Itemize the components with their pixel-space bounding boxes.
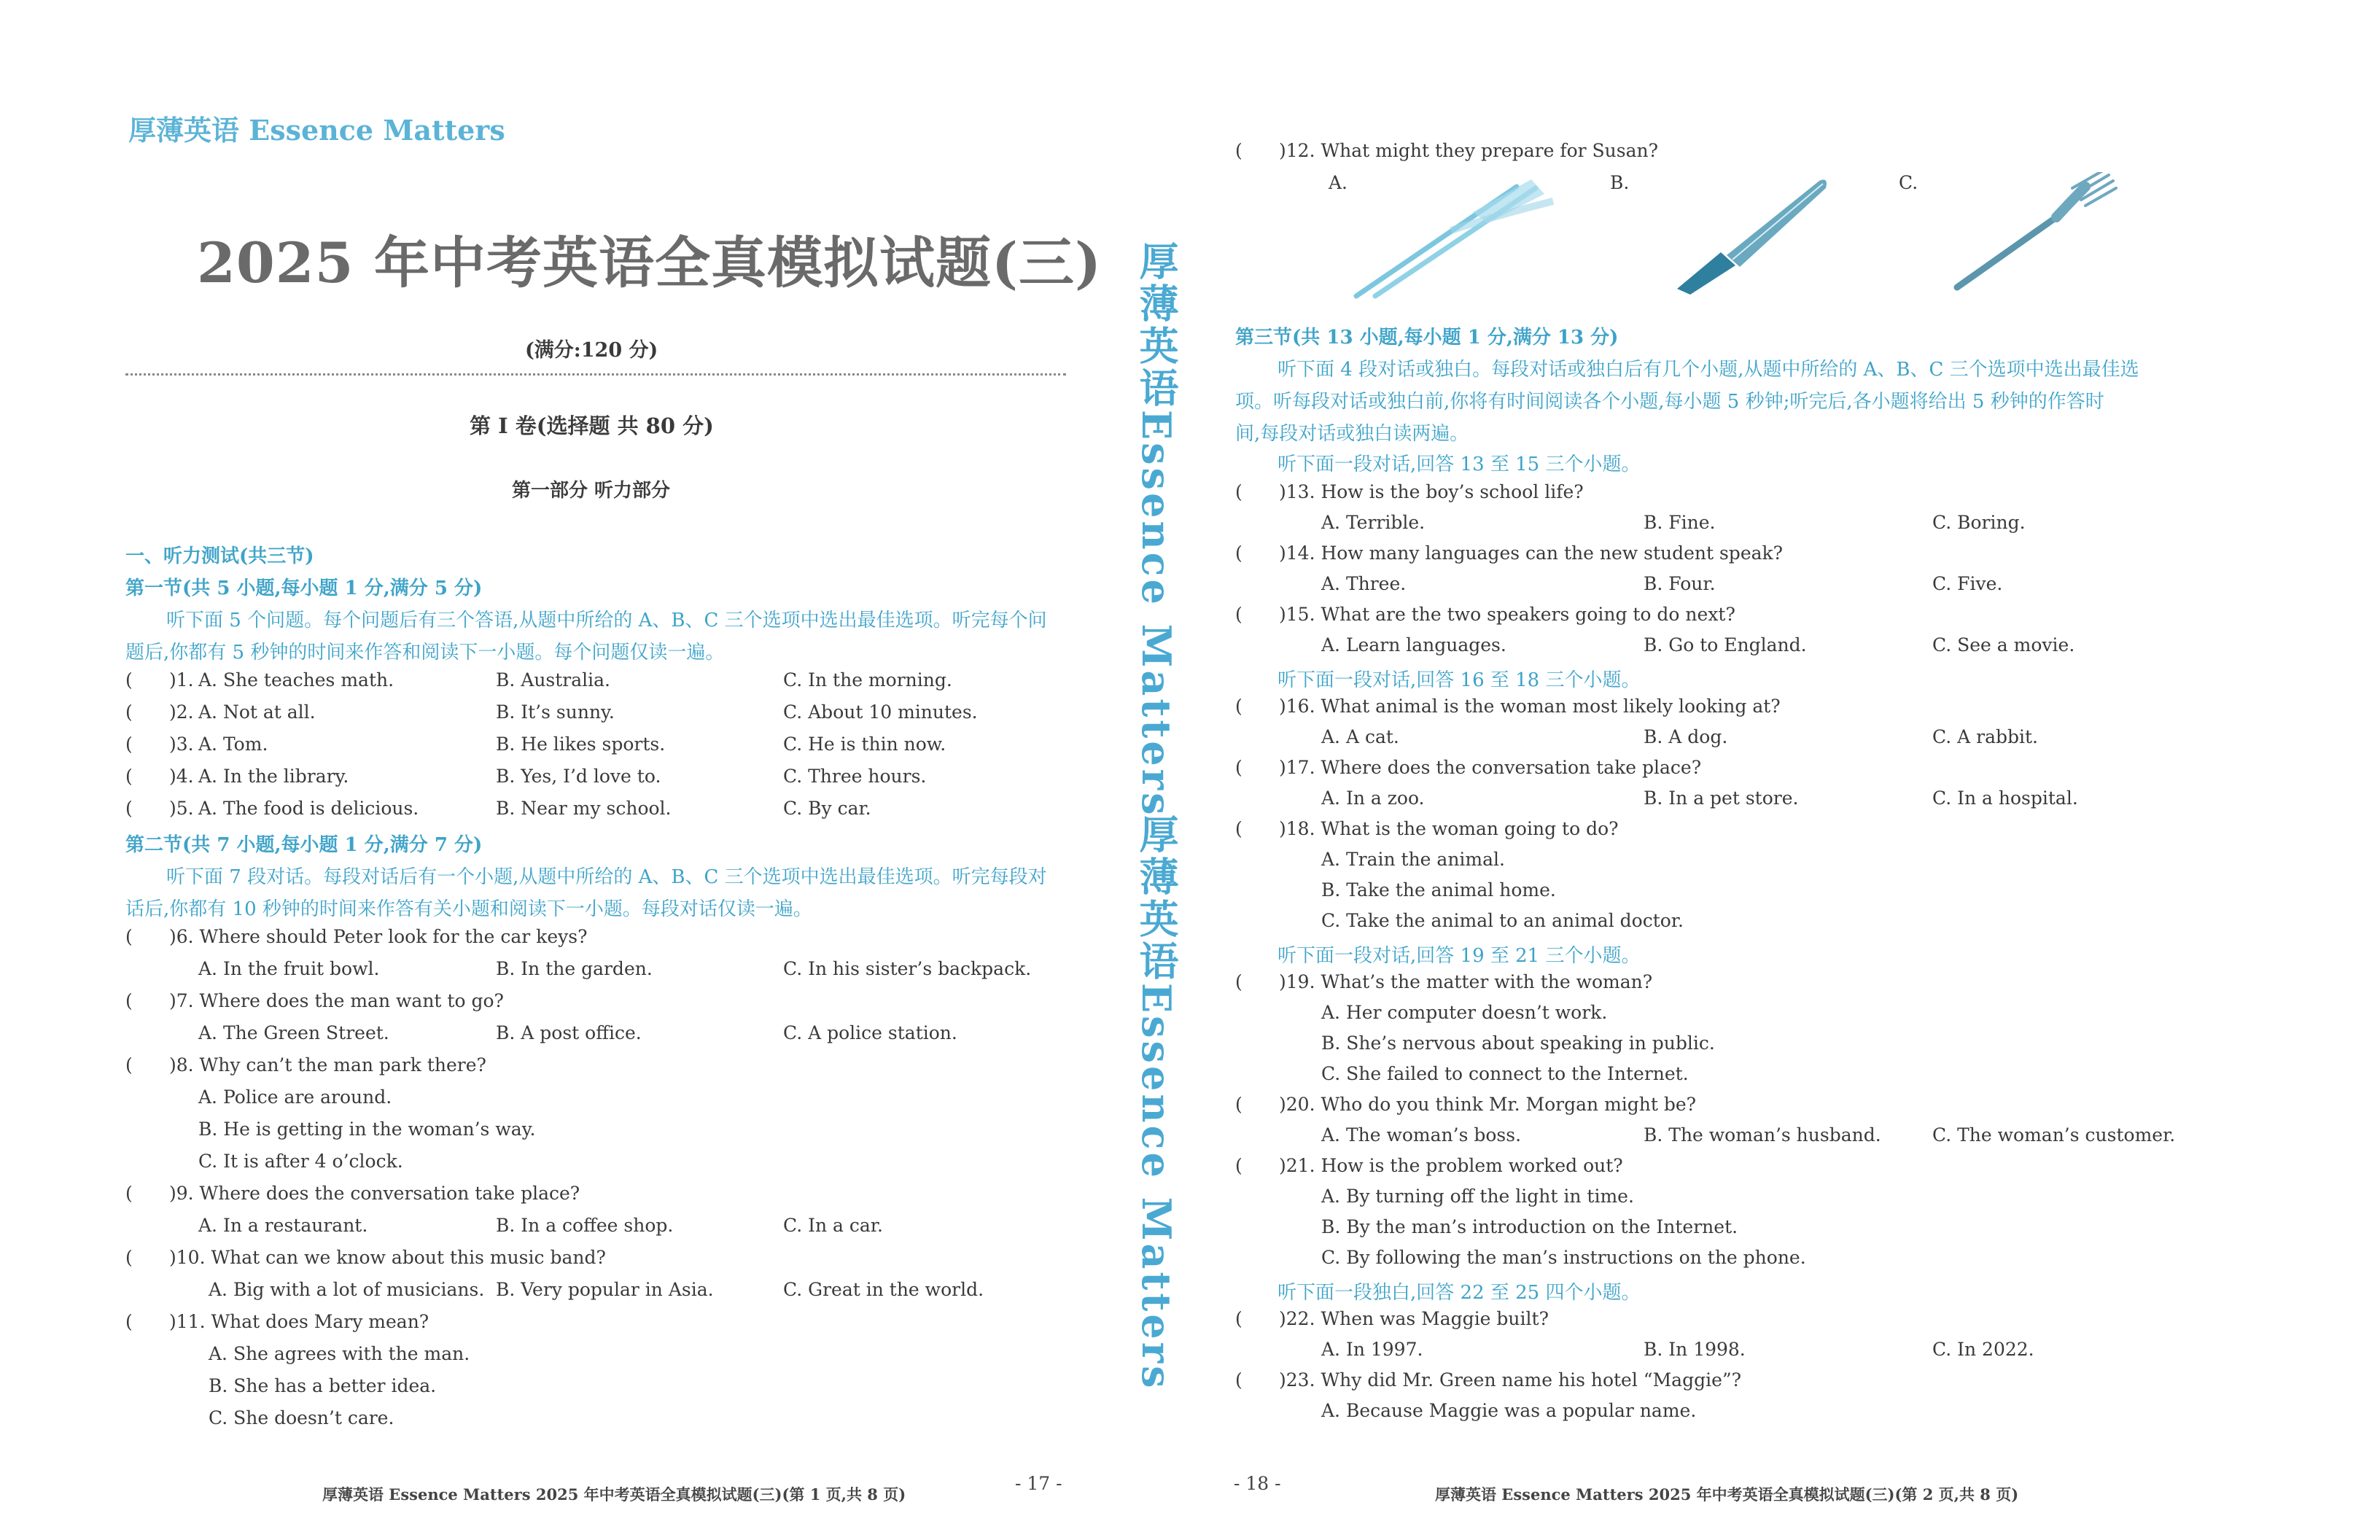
option-c: C. Boring. — [1932, 512, 2026, 533]
volume-heading: 第 I 卷(选择题 共 80 分) — [470, 413, 714, 438]
section3-instruction: 听下面 4 段对话或独白。每段对话或独白后有几个小题,从题中所给的 A、B、C 三个选项中选出最佳选 — [1278, 359, 2139, 381]
option-a: A. The Green Street. — [198, 1022, 389, 1043]
option-a: A. Terrible. — [1321, 512, 1426, 533]
dialog-instruction: 听下面一段对话,回答 13 至 15 三个小题。 — [1278, 454, 1641, 475]
fork-icon — [1947, 172, 2122, 296]
question-stem: )9. Where does the conversation take place? — [169, 1183, 580, 1204]
option-c: C. In a hospital. — [1932, 788, 2078, 809]
monologue-instruction: 听下面一段独白,回答 22 至 25 四个小题。 — [1278, 1282, 1641, 1304]
option-b: B. Australia. — [496, 669, 610, 691]
page-footer: 厚薄英语 Essence Matters 2025 年中考英语全真模拟试题(三)(第 2 页,共 8 页) — [1435, 1485, 2019, 1504]
part-heading: 第一部分 听力部分 — [512, 480, 671, 502]
answer-bracket[interactable]: ( — [1235, 757, 1242, 778]
option-a: A. In the fruit bowl. — [198, 958, 380, 979]
question-number: )5. — [169, 798, 194, 819]
question-stem: )8. Why can’t the man park there? — [169, 1054, 486, 1076]
option-a: A. By turning off the light in time. — [1321, 1186, 1634, 1207]
option-c: C. A police station. — [783, 1022, 957, 1043]
option-c: C. In the morning. — [783, 669, 952, 691]
option-b: B. He is getting in the woman’s way. — [198, 1119, 536, 1140]
answer-bracket[interactable]: ( — [125, 990, 133, 1011]
question-stem: )20. Who do you think Mr. Morgan might be? — [1279, 1094, 1697, 1115]
option-c: C. By following the man’s instructions on the phone. — [1321, 1247, 1806, 1268]
question-stem: )14. How many languages can the new student speak? — [1279, 542, 1784, 564]
answer-bracket[interactable]: ( — [125, 669, 133, 691]
dialog-instruction: 听下面一段对话,回答 19 至 21 三个小题。 — [1278, 945, 1641, 967]
section1-instruction: 听下面 5 个问题。每个问题后有三个答语,从题中所给的 A、B、C 三个选项中选出最佳选项。听完每个问 — [166, 610, 1047, 631]
option-b: B. — [1610, 172, 1630, 193]
question-stem: )7. Where does the man want to go? — [169, 990, 504, 1011]
section2-instruction: 话后,你都有 10 秒钟的时间来作答有关小题和阅读下一小题。每段对话仅读一遍。 — [125, 898, 812, 920]
brand-header: 厚薄英语 Essence Matters — [128, 114, 505, 147]
spine-brand — [1129, 814, 1185, 1391]
option-c: C. Take the animal to an animal doctor. — [1321, 910, 1684, 931]
option-c: C. See a movie. — [1932, 634, 2075, 656]
answer-bracket[interactable]: ( — [125, 701, 133, 723]
answer-bracket[interactable]: ( — [1235, 696, 1242, 717]
dialog-instruction: 听下面一段对话,回答 16 至 18 三个小题。 — [1278, 669, 1641, 691]
answer-bracket[interactable]: ( — [1235, 818, 1242, 839]
option-a: A. Three. — [1321, 573, 1407, 594]
answer-bracket[interactable]: ( — [125, 1054, 133, 1076]
option-b: B. It’s sunny. — [496, 701, 615, 723]
option-b: B. He likes sports. — [496, 734, 666, 755]
option-a: A. A cat. — [1321, 726, 1399, 747]
option-c: C. She doesn’t care. — [209, 1407, 394, 1428]
option-a: A. In a restaurant. — [198, 1215, 368, 1236]
question-stem: )13. How is the boy’s school life? — [1279, 481, 1584, 502]
answer-bracket[interactable]: ( — [1235, 971, 1242, 992]
section3-instruction: 项。听每段对话或独白前,你将有时间阅读各个小题,每小题 5 秒钟;听完后,各小题将给出 5 秒钟的作答时 — [1235, 391, 2104, 413]
option-c: C. By car. — [783, 798, 871, 819]
spine-brand-en: Essence Matters — [1133, 983, 1180, 1391]
option-b: B. Go to England. — [1644, 634, 1807, 656]
option-c: C. Five. — [1932, 573, 2003, 594]
option-b: B. Four. — [1644, 573, 1716, 594]
option-a: A. In a zoo. — [1321, 788, 1425, 809]
spine-brand — [1129, 241, 1185, 817]
answer-bracket[interactable]: ( — [125, 1311, 133, 1332]
answer-bracket[interactable]: ( — [125, 1247, 133, 1268]
option-c: C. In 2022. — [1932, 1339, 2034, 1360]
option-b: B. In 1998. — [1644, 1339, 1746, 1360]
chopsticks-icon — [1349, 172, 1568, 303]
option-b: B. The woman’s husband. — [1644, 1124, 1881, 1146]
option-b: B. In a pet store. — [1644, 788, 1799, 809]
answer-bracket[interactable]: ( — [1235, 1308, 1242, 1329]
option-b: B. Fine. — [1644, 512, 1716, 533]
question-number: )3. — [169, 734, 194, 755]
option-a: A. Big with a lot of musicians. — [209, 1279, 485, 1300]
option-a: A. She teaches math. — [198, 669, 394, 691]
option-a: A. Her computer doesn’t work. — [1321, 1002, 1608, 1023]
answer-bracket[interactable]: ( — [125, 926, 133, 947]
section3-instruction: 间,每段对话或独白读两遍。 — [1235, 423, 1469, 445]
option-c: C. In a car. — [783, 1215, 883, 1236]
option-b: B. Very popular in Asia. — [496, 1279, 714, 1300]
question-stem: )23. Why did Mr. Green name his hotel “Maggie”? — [1279, 1369, 1742, 1391]
option-b: B. Near my school. — [496, 798, 672, 819]
option-b: B. By the man’s introduction on the Internet. — [1321, 1216, 1738, 1237]
option-a: A. The food is delicious. — [198, 798, 419, 819]
option-a: A. The woman’s boss. — [1321, 1124, 1522, 1146]
page-number: - 17 - — [1015, 1473, 1062, 1494]
listening-heading: 一、听力测试(共三节) — [125, 545, 314, 567]
page-number: - 18 - — [1234, 1473, 1281, 1494]
question-stem: )16. What animal is the woman most likely looking at? — [1279, 696, 1781, 717]
knife-icon — [1670, 172, 1838, 296]
answer-bracket[interactable]: ( — [1235, 542, 1242, 564]
spine-brand-cn: 厚薄英语 — [1133, 814, 1180, 983]
option-c: C. Three hours. — [783, 766, 927, 787]
option-c: C. About 10 minutes. — [783, 701, 978, 723]
question-stem: )22. When was Maggie built? — [1279, 1308, 1549, 1329]
option-a: A. In 1997. — [1321, 1339, 1423, 1360]
answer-bracket[interactable]: ( — [1235, 1155, 1242, 1176]
option-b: B. Take the animal home. — [1321, 879, 1556, 901]
option-b: B. She’s nervous about speaking in public. — [1321, 1032, 1715, 1054]
option-a: A. She agrees with the man. — [209, 1343, 470, 1364]
option-b: B. In a coffee shop. — [496, 1215, 674, 1236]
question-stem: )10. What can we know about this music band? — [169, 1247, 606, 1268]
option-a: A. Not at all. — [198, 701, 316, 723]
option-c: C. It is after 4 o’clock. — [198, 1151, 403, 1172]
full-score: (满分:120 分) — [525, 339, 658, 362]
question-stem: )21. How is the problem worked out? — [1279, 1155, 1623, 1176]
section2-instruction: 听下面 7 段对话。每段对话后有一个小题,从题中所给的 A、B、C 三个选项中选出最佳选项。听完每段对 — [166, 866, 1047, 888]
answer-bracket[interactable]: ( — [125, 1183, 133, 1204]
option-b: B. She has a better idea. — [209, 1375, 437, 1396]
section1-heading: 第一节(共 5 小题,每小题 1 分,满分 5 分) — [125, 578, 483, 599]
question-number: )1. — [169, 669, 194, 691]
option-b: B. In the garden. — [496, 958, 653, 979]
option-a: A. Police are around. — [198, 1086, 392, 1108]
dotted-divider — [125, 373, 1066, 376]
question-stem: )19. What’s the matter with the woman? — [1279, 971, 1653, 992]
answer-bracket[interactable]: ( — [125, 798, 133, 819]
option-a: A. — [1329, 172, 1348, 193]
option-a: A. Learn languages. — [1321, 634, 1506, 656]
option-b: B. Yes, I’d love to. — [496, 766, 661, 787]
answer-bracket[interactable]: ( — [1235, 481, 1242, 502]
option-b: B. A post office. — [496, 1022, 642, 1043]
question-number: )2. — [169, 701, 194, 723]
question-stem: )6. Where should Peter look for the car keys? — [169, 926, 588, 947]
option-c: C. She failed to connect to the Internet. — [1321, 1063, 1689, 1084]
answer-bracket[interactable]: ( — [125, 766, 133, 787]
answer-bracket[interactable]: ( — [125, 734, 133, 755]
option-c: C. A rabbit. — [1932, 726, 2038, 747]
answer-bracket[interactable]: ( — [1235, 1369, 1242, 1391]
spine-brand-en: Essence Matters — [1133, 410, 1180, 818]
option-b: B. A dog. — [1644, 726, 1728, 747]
question-stem: )18. What is the woman going to do? — [1279, 818, 1619, 839]
option-a: A. Train the animal. — [1321, 849, 1505, 870]
page-title: 2025 年中考英语全真模拟试题(三) — [197, 230, 1102, 295]
option-c: C. The woman’s customer. — [1932, 1124, 2176, 1146]
question-stem: )17. Where does the conversation take place? — [1279, 757, 1702, 778]
section2-heading: 第二节(共 7 小题,每小题 1 分,满分 7 分) — [125, 834, 483, 856]
option-c: C. In his sister’s backpack. — [783, 958, 1032, 979]
question-stem: )15. What are the two speakers going to do next? — [1279, 604, 1735, 625]
option-a: A. Tom. — [198, 734, 268, 755]
section3-heading: 第三节(共 13 小题,每小题 1 分,满分 13 分) — [1235, 327, 1619, 349]
question-stem: )12. What might they prepare for Susan? — [1279, 140, 1658, 161]
answer-bracket[interactable]: ( — [1235, 1094, 1242, 1115]
option-a: A. Because Maggie was a popular name. — [1321, 1400, 1697, 1421]
answer-bracket[interactable]: ( — [1235, 140, 1242, 161]
answer-bracket[interactable]: ( — [1235, 604, 1242, 625]
section1-instruction: 题后,你都有 5 秒钟的时间来作答和阅读下一小题。每个问题仅读一遍。 — [125, 642, 725, 664]
option-c: C. He is thin now. — [783, 734, 946, 755]
spine-brand-cn: 厚薄英语 — [1133, 241, 1180, 410]
page-footer: 厚薄英语 Essence Matters 2025 年中考英语全真模拟试题(三)(第 1 页,共 8 页) — [322, 1485, 906, 1504]
option-a: A. In the library. — [198, 766, 349, 787]
option-c: C. — [1899, 172, 1918, 193]
option-c: C. Great in the world. — [783, 1279, 984, 1300]
question-number: )4. — [169, 766, 194, 787]
question-stem: )11. What does Mary mean? — [169, 1311, 429, 1332]
